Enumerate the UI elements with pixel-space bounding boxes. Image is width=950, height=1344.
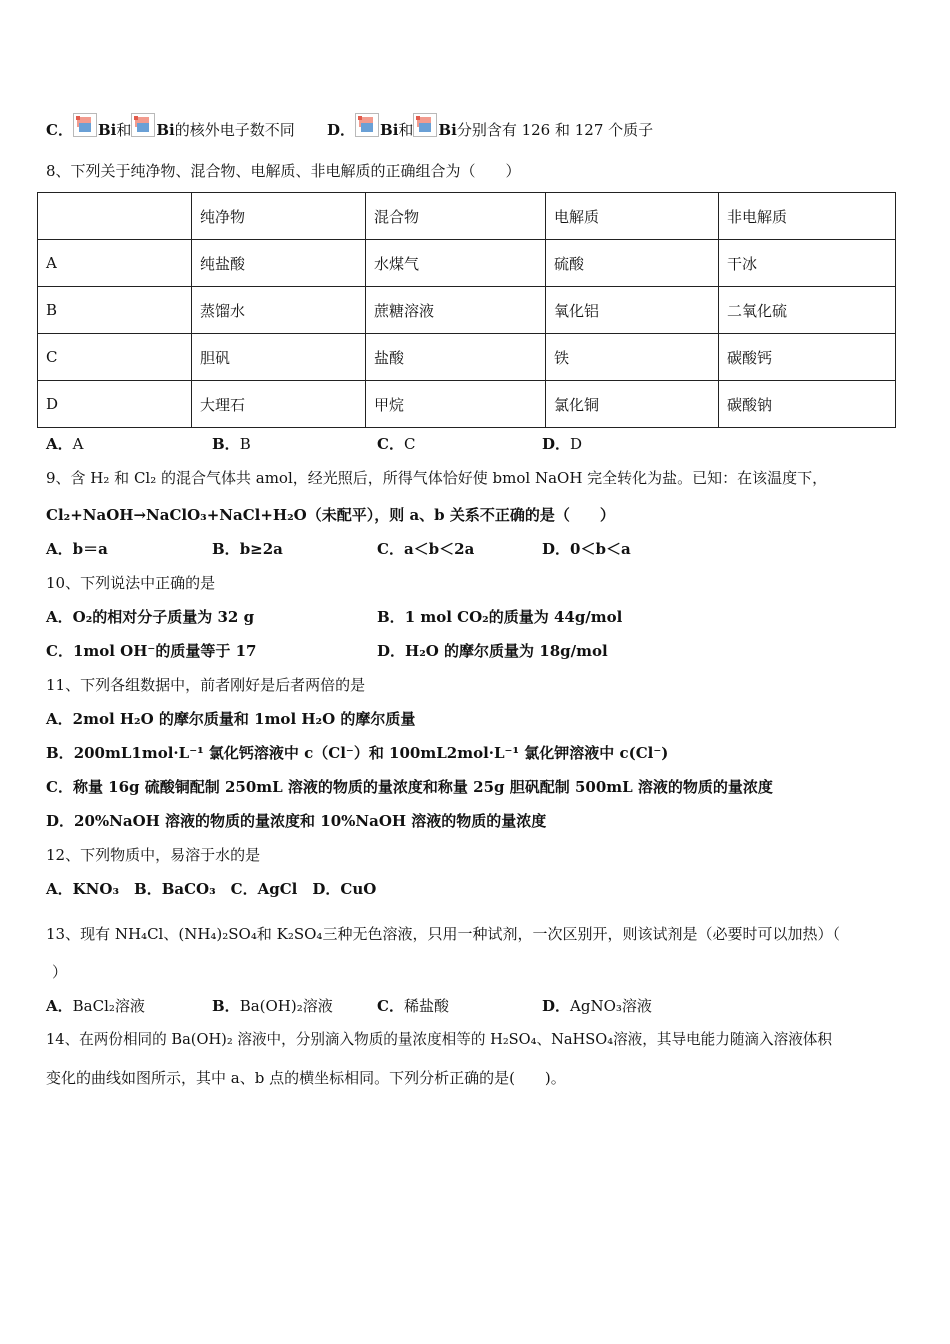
option-text: O₂的相对分子质量为 32 g: [72, 608, 255, 626]
option-text: 称量 16g 硫酸铜配制 250mL 溶液的物质的量浓度和称量 25g 胆矾配制 500mL 溶液的物质的量浓度: [72, 778, 773, 796]
table-row: [38, 287, 896, 334]
table-cell: A: [38, 240, 192, 287]
q8-option-b: [212, 434, 251, 454]
option-text: AgNO₃溶液: [570, 997, 652, 1015]
option-label: C．: [377, 540, 404, 558]
table-cell: 干冰: [719, 240, 896, 287]
q7-option-c-label: C．: [46, 121, 73, 139]
q14-stem-line2: 变化的曲线如图所示，其中 a、b 点的横坐标相同。下列分析正确的是( )。: [46, 1069, 566, 1087]
table-header-row: [38, 193, 896, 240]
option-label: D．: [46, 812, 75, 830]
table-row: [38, 240, 896, 287]
option-label: C．: [46, 642, 73, 660]
option-text: a＜b＜2a: [403, 540, 475, 558]
option-label: B．: [212, 540, 240, 558]
q7-d-bi2: Bi: [438, 121, 457, 139]
table-cell: 甲烷: [366, 381, 546, 428]
table-cell: 碳酸钙: [719, 334, 896, 381]
option-text: b＝a: [72, 540, 108, 558]
table-header-cell: 非电解质: [719, 193, 896, 240]
table-cell: B: [38, 287, 192, 334]
table-cell: 水煤气: [366, 240, 546, 287]
option-text: b≥2a: [239, 540, 283, 558]
broken-image-icon: [73, 113, 97, 137]
option-label: C．: [377, 997, 404, 1015]
option-text: 20%NaOH 溶液的物质的量浓度和 10%NaOH 溶液的物质的量浓度: [74, 812, 547, 830]
option-label: D．: [542, 540, 571, 558]
option-label: B．: [212, 997, 240, 1015]
table-cell: 碳酸钠: [719, 381, 896, 428]
q7-c-bi2: Bi: [156, 121, 175, 139]
q7-c-he: 和: [116, 121, 132, 139]
option-text: 1mol OH⁻的质量等于 17: [72, 642, 257, 660]
q8-option-a: [46, 434, 83, 454]
q8-stem: 8、下列关于纯净物、混合物、电解质、非电解质的正确组合为（ ）: [46, 162, 521, 180]
q7-c-text: 的核外电子数不同: [174, 121, 295, 139]
table-cell: 氧化铝: [546, 287, 719, 334]
option-label: C．: [377, 435, 404, 453]
table-row: [38, 334, 896, 381]
q9-option-d: [542, 539, 631, 559]
broken-image-icon: [131, 113, 155, 137]
q11-option-a: [46, 709, 415, 729]
table-cell: 硫酸: [546, 240, 719, 287]
q13-option-c: [377, 996, 449, 1016]
option-label: A．: [46, 540, 73, 558]
option-label: A．: [46, 608, 73, 626]
option-text: 2mol H₂O 的摩尔质量和 1mol H₂O 的摩尔质量: [72, 710, 416, 728]
q13-stem-line2: ）: [52, 963, 68, 981]
broken-image-icon: [413, 113, 437, 137]
q10-option-a: [46, 607, 254, 627]
q12-options: A．KNO₃ B．BaCO₃ C．AgCl D．CuO: [46, 880, 377, 898]
table-header-cell: 混合物: [366, 193, 546, 240]
q7-c-bi1: Bi: [97, 121, 117, 139]
q9-stem-line2: Cl₂+NaOH→NaClO₃+NaCl+H₂O（未配平），则 a、b 关系不正确的是（ ）: [46, 506, 615, 524]
q9-option-c: [377, 539, 474, 559]
option-text: H₂O 的摩尔质量为 18g/mol: [405, 642, 608, 660]
option-label: B．: [377, 608, 405, 626]
table-header-cell: [38, 193, 192, 240]
table-cell: 二氧化硫: [719, 287, 896, 334]
table-cell: 纯盐酸: [192, 240, 366, 287]
table-cell: 蔗糖溶液: [366, 287, 546, 334]
q11-option-c: [46, 777, 773, 797]
q8-option-d: [542, 434, 582, 454]
q7-option-d-label: D．: [327, 121, 356, 139]
broken-image-icon: [355, 113, 379, 137]
option-label: A．: [46, 435, 73, 453]
option-label: B．: [212, 435, 240, 453]
option-label: A．: [46, 997, 73, 1015]
table-cell: 蒸馏水: [192, 287, 366, 334]
option-label: C．: [46, 778, 73, 796]
option-text: B: [239, 435, 251, 453]
q9-option-a: [46, 539, 108, 559]
option-text: Ba(OH)₂溶液: [239, 997, 333, 1015]
option-text: D: [570, 435, 583, 453]
q11-stem: 11、下列各组数据中，前者刚好是后者两倍的是: [46, 676, 366, 694]
q13-option-a: [46, 996, 145, 1016]
q7-d-bi1: Bi: [380, 121, 399, 139]
option-text: C: [403, 435, 416, 453]
q7-options-line: [46, 113, 295, 140]
option-text: 0＜b＜a: [570, 540, 631, 558]
q11-option-d: [46, 811, 546, 831]
table-header-cell: 纯净物: [192, 193, 366, 240]
q10-option-b: [377, 607, 622, 627]
table-cell: 盐酸: [366, 334, 546, 381]
q8-table: [37, 192, 896, 428]
q7-d-text: 分别含有 126 和 127 个质子: [456, 121, 654, 139]
q13-option-b: [212, 996, 333, 1016]
table-cell: C: [38, 334, 192, 381]
q9-option-b: [212, 539, 283, 559]
option-text: 1 mol CO₂的质量为 44g/mol: [404, 608, 623, 626]
q10-stem: 10、下列说法中正确的是: [46, 574, 216, 592]
q12-stem: 12、下列物质中，易溶于水的是: [46, 846, 261, 864]
q13-option-d: [542, 996, 652, 1016]
option-label: D．: [542, 435, 571, 453]
option-label: B．: [46, 744, 74, 762]
q9-stem-line1: 9、含 H₂ 和 Cl₂ 的混合气体共 amol，经光照后，所得气体恰好使 bmol NaOH 完全转化为盐。已知：在该温度下，: [46, 469, 828, 487]
q11-option-b: [46, 743, 668, 763]
table-header-cell: 电解质: [546, 193, 719, 240]
q7-d-he: 和: [398, 121, 414, 139]
table-cell: 大理石: [192, 381, 366, 428]
option-text: 稀盐酸: [403, 997, 449, 1015]
table-cell: 氯化铜: [546, 381, 719, 428]
option-label: A．: [46, 710, 73, 728]
option-text: A: [72, 435, 84, 453]
option-text: BaCl₂溶液: [72, 997, 145, 1015]
option-label: D．: [377, 642, 406, 660]
q8-option-c: [377, 434, 415, 454]
q14-stem-line1: 14、在两份相同的 Ba(OH)₂ 溶液中，分别滴入物质的量浓度相等的 H₂SO₄、NaHSO₄溶液，其导电能力随滴入溶液体积: [46, 1031, 832, 1048]
table-cell: 胆矾: [192, 334, 366, 381]
table-cell: 铁: [546, 334, 719, 381]
q7-option-d: [327, 113, 653, 140]
option-label: D．: [542, 997, 571, 1015]
option-text: 200mL1mol·L⁻¹ 氯化钙溶液中 c（Cl⁻）和 100mL2mol·L⁻¹ 氯化钾溶液中 c(Cl⁻): [73, 744, 669, 762]
q13-stem-line1: 13、现有 NH₄Cl、(NH₄)₂SO₄和 K₂SO₄三种无色溶液，只用一种试剂，一次区别开，则该试剂是（必要时可以加热）（: [46, 925, 840, 943]
q10-option-d: [377, 641, 608, 661]
table-cell: D: [38, 381, 192, 428]
q10-option-c: [46, 641, 256, 661]
table-row: [38, 381, 896, 428]
